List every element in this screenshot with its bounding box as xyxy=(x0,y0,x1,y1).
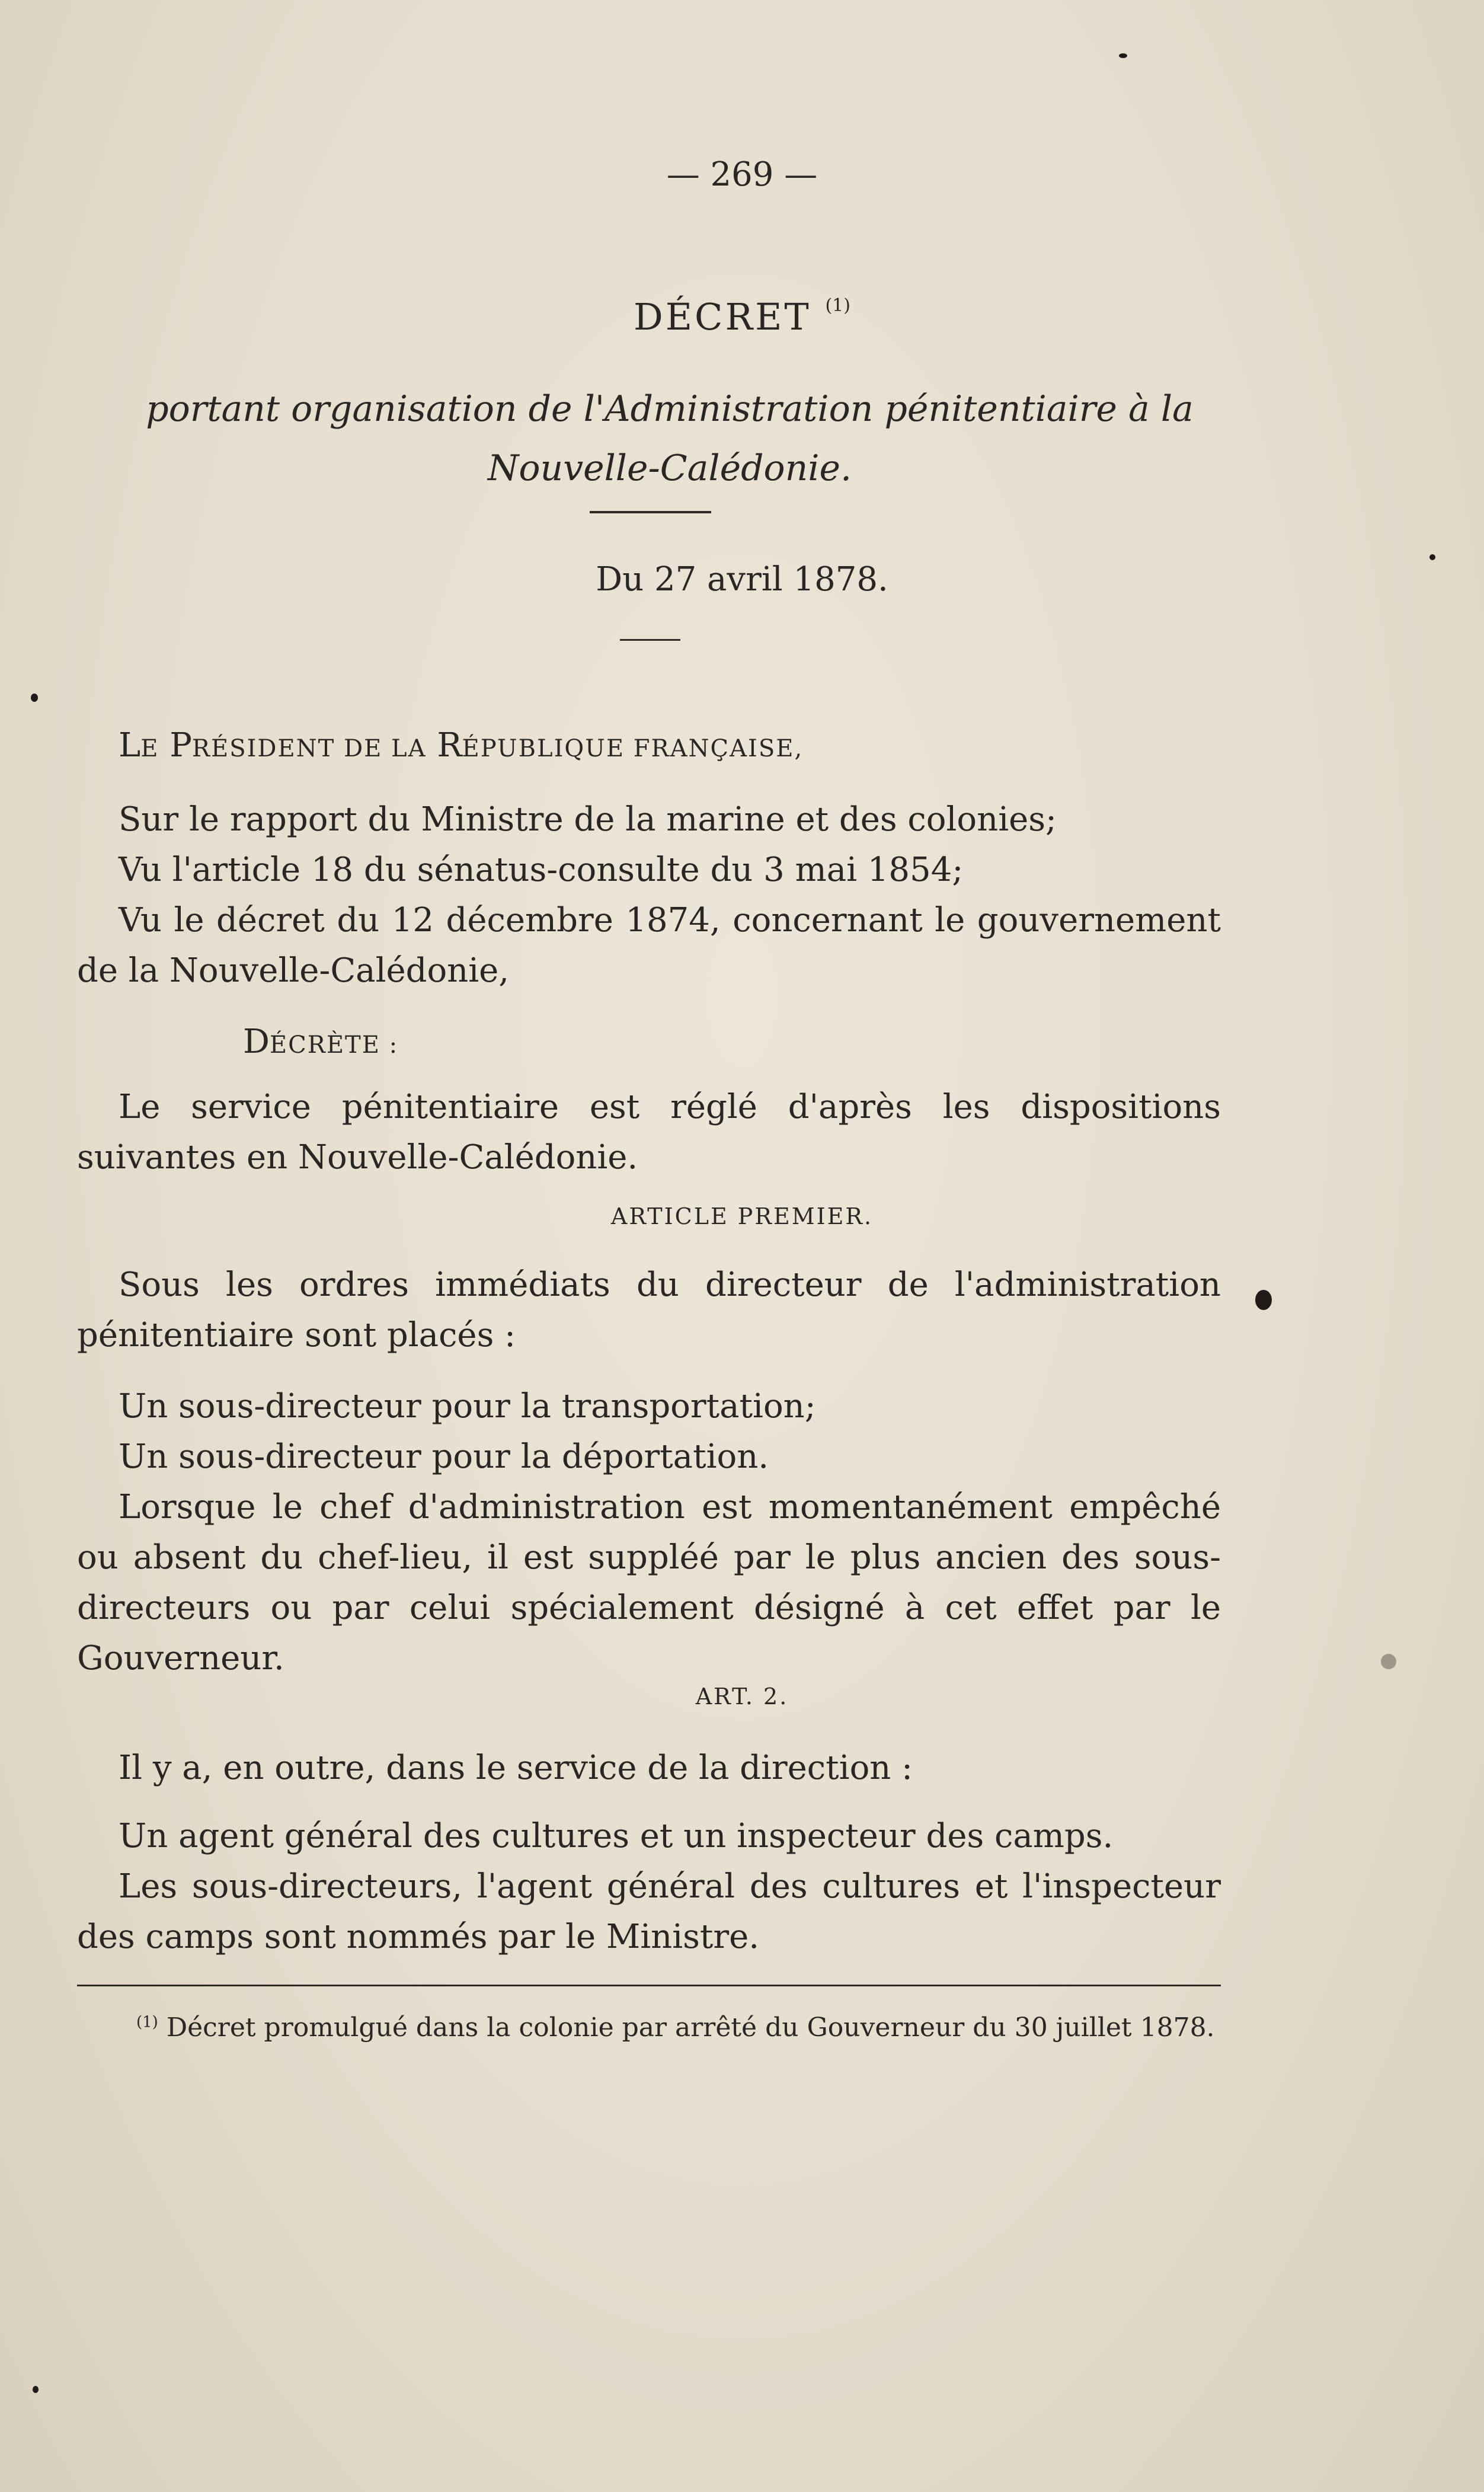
article-1-paragraph: Sous les ordres immédiats du directeur de l'administration pénitentiaire sont placés : xyxy=(77,1266,1221,1354)
ink-spot xyxy=(1429,554,1435,560)
article-1-paragraph: Un sous-directeur pour la déportation. xyxy=(119,1437,769,1476)
decree-date: Du 27 avril 1878. xyxy=(596,560,888,599)
consideration-2: Vu l'article 18 du sénatus-consulte du 3 mai 1854; xyxy=(119,851,964,889)
article-2-paragraph: Les sous-directeurs, l'agent général des cultures et l'inspecteur des camps sont nommés par le Ministre. xyxy=(77,1867,1221,1956)
page-number: — 269 — xyxy=(666,155,818,194)
footnote-rule xyxy=(77,1985,1221,1986)
consideration-3: Vu le décret du 12 décembre 1874, concernant le gouvernement de la Nouvelle-Calédonie, xyxy=(77,901,1221,990)
footnote-marker: (1) xyxy=(136,2013,158,2031)
article-2-heading: ART. 2. xyxy=(695,1683,789,1710)
article-1-paragraph: Un sous-directeur pour la transportation; xyxy=(119,1387,816,1426)
decrete-heading: DÉCRÈTE : xyxy=(243,1023,399,1061)
preamble-text: Le service pénitentiaire est réglé d'après les dispositions suivantes en Nouvelle-Calédonie. xyxy=(77,1088,1221,1177)
decree-subtitle: portant organisation de l'Administration pénitentiaire à la Nouvelle-Calédonie. xyxy=(146,388,1194,489)
footnote xyxy=(136,2012,1221,2043)
ink-spot xyxy=(1119,53,1127,58)
article-1-paragraph: Lorsque le chef d'administration est momentanément empêché ou absent du chef-lieu, il est suppléé par le plus ancien des sous-directeurs ou par celui spécialement désigné à cet effet par le Gouverneur. xyxy=(77,1488,1221,1678)
title-footnote-marker: (1) xyxy=(825,295,850,316)
title-text: DÉCRET xyxy=(634,295,811,338)
ink-spot xyxy=(1255,1290,1272,1310)
date-rule xyxy=(620,639,680,641)
paper-speck xyxy=(1381,1654,1396,1669)
footnote-text: Décret promulgué dans la colonie par arrêté du Gouverneur du 30 juillet 1878. xyxy=(166,2012,1215,2043)
ink-spot xyxy=(33,2386,39,2393)
article-2-paragraph: Un agent général des cultures et un inspecteur des camps. xyxy=(119,1817,1114,1855)
president-line: LE PRÉSIDENT DE LA RÉPUBLIQUE FRANÇAISE, xyxy=(119,726,804,765)
title-rule xyxy=(590,511,711,513)
decree-title xyxy=(0,295,1484,338)
consideration-1: Sur le rapport du Ministre de la marine et des colonies; xyxy=(119,800,1057,839)
article-2-paragraph: Il y a, en outre, dans le service de la direction : xyxy=(119,1749,913,1787)
ink-spot xyxy=(31,694,38,702)
article-1-heading: ARTICLE PREMIER. xyxy=(610,1203,874,1229)
